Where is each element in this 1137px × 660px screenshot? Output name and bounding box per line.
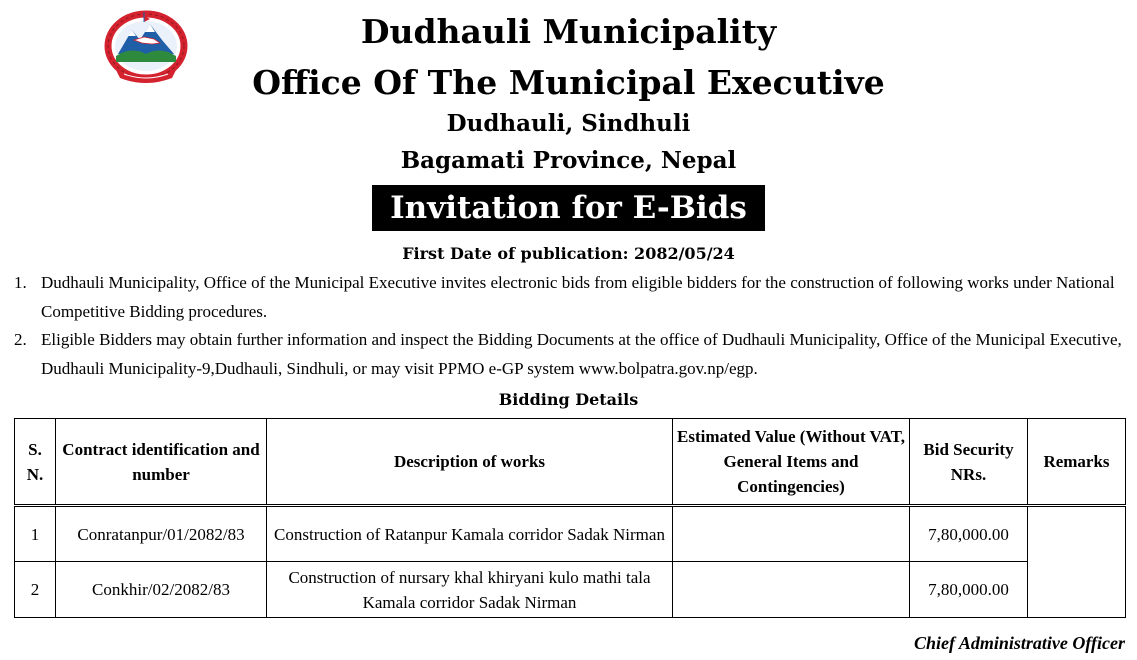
municipality-name: Dudhauli Municipality (360, 12, 777, 51)
notice-banner (0, 185, 1137, 231)
office-location: Dudhauli, Sindhuli (446, 110, 691, 137)
cell-description: Construction of nursary khal khiryani kulo mathi tala Kamala corridor Sadak Nirman (267, 562, 673, 618)
col-header-remarks: Remarks (1028, 419, 1126, 506)
cell-description: Construction of Ratanpur Kamala corridor Sadak Nirman (267, 506, 673, 562)
paragraph-text: Dudhauli Municipality, Office of the Municipal Executive invites electronic bids from eligible bidders for the construction of following works under National Competitive Bidding procedures. (41, 273, 1115, 321)
signatory-title: Chief Administrative Officer (914, 633, 1125, 653)
publication-date: First Date of publication: 2082/05/24 (402, 244, 735, 263)
cell-estimated (673, 562, 910, 618)
notice-title: Invitation for E-Bids (372, 185, 765, 231)
col-header-sn: S. N. (15, 419, 56, 506)
cell-contract: Conkhir/02/2082/83 (56, 562, 267, 618)
paragraph-number: 2. (14, 330, 27, 349)
paragraph-2 (14, 325, 1129, 383)
bidding-details-table (14, 418, 1126, 618)
table-row (15, 562, 1126, 618)
cell-remarks (1028, 506, 1126, 618)
cell-contract: Conratanpur/01/2082/83 (56, 506, 267, 562)
bidding-details-title: Bidding Details (498, 390, 639, 409)
table-row (15, 506, 1126, 562)
cell-estimated (673, 506, 910, 562)
paragraph-text: Eligible Bidders may obtain further information and inspect the Bidding Documents at the office of Dudhauli Municipality, Office of the Municipal Executive, Dudhauli Municipality-9,Dudhauli, Sindhuli, or may visit PPMO e-GP system www.bolpatra.gov.np/egp. (41, 330, 1122, 378)
col-header-security: Bid Security NRs. (910, 419, 1028, 506)
col-header-description: Description of works (267, 419, 673, 506)
cell-security: 7,80,000.00 (910, 506, 1028, 562)
col-header-estimated: Estimated Value (Without VAT, General Items and Contingencies) (673, 419, 910, 506)
col-header-contract: Contract identification and number (56, 419, 267, 506)
table-header-row (15, 419, 1126, 506)
office-name: Office Of The Municipal Executive (252, 63, 885, 102)
paragraph-number: 1. (14, 273, 27, 292)
paragraph-1 (14, 268, 1129, 326)
province-country: Bagamati Province, Nepal (400, 147, 737, 174)
cell-security: 7,80,000.00 (910, 562, 1028, 618)
cell-sn: 1 (15, 506, 56, 562)
cell-sn: 2 (15, 562, 56, 618)
